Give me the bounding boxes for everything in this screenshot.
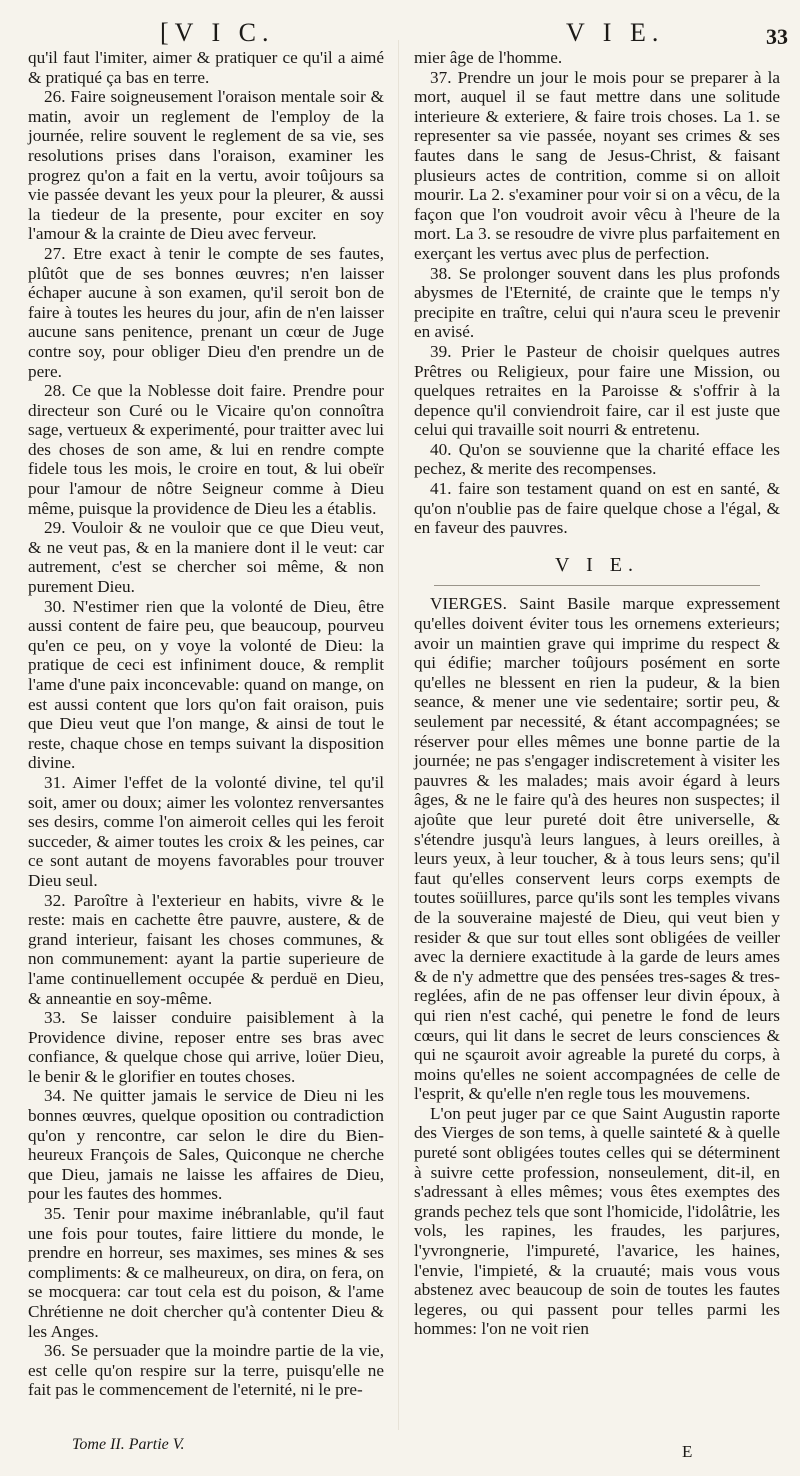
paragraph: 36. Se persuader que la moindre partie de la vie, est celle qu'on respire sur la terre, puisqu'elle ne fait pas le commencement de l'eternité, ni le pre- (28, 1341, 384, 1400)
paragraph: 29. Vouloir & ne vouloir que ce que Dieu veut, & ne veut pas, & en la maniere dont il le veut: car autrement, c'est se chercher soi même, & non purement Dieu. (28, 518, 384, 597)
footer-volume: Tome II. Partie V. (72, 1436, 185, 1453)
paragraph: L'on peut juger par ce que Saint Augustin raporte des Vierges de son tems, à quelle sainteté & à quelle pureté sont obligées toutes celles qui se déterminent à suivre cette profession, nonseulement, dit-il, en s'adressant à elles mêmes; vous êtes exemptes des grands pechez tels que sont l'homicide, l'idolâtrie, les vols, les rapines, les fraudes, les parjures, l'yvrongnerie, l'impureté, l'avarice, les haines, l'envie, l'impieté, & la cruauté; mais vous vous abstenez avec beaucoup de soin de toutes les fautes legeres, ou qui passent pour telles parmi les hommes: l'on ne voit rien (414, 1103, 780, 1339)
paragraph: 40. Qu'on se souvienne que la charité efface les pechez, & merite des recompenses. (414, 439, 780, 479)
paragraph: 37. Prendre un jour le mois pour se preparer à la mort, auquel il se faut mettre dans une solitude interieure & exteriere, & faire trois choses. La 1. se representer sa vie passée, noyant ses crimes & ses fautes dans le sang de Jesus-Christ, & faisant plusieurs actes de contrition, comme si on alloit mourir. La 2. s'examiner pour voir si on a vêcu, de la façon que l'on voudroit avoir vêcu à l'heure de la mort. La 3. se resoudre de vivre plus parfaitement en exerçant les vertus avec plus de perfection. (414, 67, 780, 263)
paragraph: 41. faire son testament quand on est en santé, & qu'on n'oublie pas de faire quelque chose a l'égal, & en faveur des pauvres. (414, 479, 780, 538)
paragraph: 28. Ce que la Noblesse doit faire. Prendre pour directeur son Curé ou le Vicaire qu'on connoîtra sage, vertueux & experimenté, pour traitter avec lui des choses de son ame, & lui en rendre compte fidele tous les mois, le croire en tout, & lui obeïr pour l'amour de nôtre Seigneur comme à Dieu même, puisque la providence de Dieu les a établis. (28, 381, 384, 518)
paragraph: 30. N'estimer rien que la volonté de Dieu, être aussi content de faire peu, que beaucoup, pourveu qu'en ce peu, on y voye la volonté de Dieu: la pratique de ceci est infiniment douce, & remplit l'ame d'une paix inconcevable: quand on mange, on est aussi content que lors qu'on fait oraison, puis que Dieu veut que l'on mange, & ainsi de tout le reste, chaque chose en temps suivant la disposition divine. (28, 596, 384, 773)
paragraph: 38. Se prolonger souvent dans les plus profonds abysmes de l'Eternité, de crainte que le temps n'y precipite en traître, celui qui n'aura sceu le prevenir en avisé. (414, 263, 780, 342)
paragraph: mier âge de l'homme. (414, 48, 563, 67)
right-column (414, 48, 780, 1339)
paragraph: 31. Aimer l'effet de la volonté divine, tel qu'il soit, amer ou doux; aimer les volontez renversantes ses desirs, comme l'on aimeroit celles qui les feroit succeder, & aimer toutes les croix & les peines, car ce sont autant de moyens favorables pour trouver Dieu seul. (28, 772, 384, 890)
paragraph: qu'il faut l'imiter, aimer & pratiquer ce qu'il a aimé & pratiqué ça bas en terre. (28, 48, 384, 87)
running-head-right: V I E. (566, 18, 665, 47)
paragraph: 32. Paroître à l'exterieur en habits, vivre & le reste: mais en cachette être pauvre, austere, & de grand interieur, faisant les choses communes, & non communement: ayant la partie superieure de l'ame continuellement occupée & perduë en Dieu, & anneantie en soy-même. (28, 890, 384, 1008)
paragraph: 35. Tenir pour maxime inébranlable, qu'il faut une fois pour toutes, faire littiere du monde, le prendre en horreur, ses maximes, ses mines & ses compliments: & ce malheureux, on dira, on fera, on se mocquera: car tout cela est du poison, & l'ame Chrétienne ne doit chercher qu'à contenter Dieu & les Anges. (28, 1204, 384, 1341)
left-column (28, 48, 384, 1400)
paragraph: 33. Se laisser conduire paisiblement à la Providence divine, reposer entre ses bras avec confiance, & quelque chose qui arrive, loüer Dieu, le benir & le glorifier en toutes choses. (28, 1008, 384, 1086)
paragraph: 39. Prier le Pasteur de choisir quelques autres Prêtres ou Religieux, pour faire une Mission, ou quelques retraites en la Paroisse & s'offrir à la depence qu'il conviendroit faire, car il est juste que celui qui travaille soit nourri & entretenu. (414, 341, 780, 440)
running-head-left: [V I C. (160, 18, 275, 47)
column-gutter (398, 40, 399, 1430)
paragraph: VIERGES. Saint Basile marque expressement qu'elles doivent éviter tous les ornemens exterieurs; avoir un maintien grave qui imprime du respect & qui édifie; marcher toûjours posément en sorte qu'elles ne blessent en rien la pudeur, & la bien seance, & mener une vie sedentaire; sortir peu, & seulement par necessité, & étant accompagnées; se réserver pour elles mêmes une bonne partie de la journée; ne pas s'engager indiscretement à visiter les pauvres & les malades; mais avoir égard à leurs âges, & ne le faire qu'à des heures non suspectes; il ajoûte que leur pureté doit être universelle, & s'étendre jusqu'à leurs langues, à leurs oreilles, à leurs yeux, à leur toucher, & à tous leurs sens; qu'il faut qu'elles conservent leurs corps exempts de toutes soüillures, parce qu'ils sont les temples vivans de la souveraine majesté de Dieu, qui veut bien y resider & que sur tout elles sont obligées de veiller avec la derniere exactitude à la garde de leurs ames & de n'y admettre que des pensées tres-sages & tres-reglées, afin de ne pas offenser leur divin époux, à qui rien n'est caché, qui penetre le fond de leurs cœurs, qui lit dans le secret de leurs consciences & qui ne sçauroit avoir agreable la pureté du corps, à moins qu'elles ne soient accompagnées de celle de l'esprit, & qu'elle n'en regle tous les mouvemens. (414, 594, 780, 1104)
paragraph: 26. Faire soigneusement l'oraison mentale soir & matin, avoir un reglement de l'employ de la journée, relire souvent le reglement de sa vie, ses resolutions prises dans l'oraison, examiner les progrez qu'on a fait en la vertu, avoir toûjours sa vie passée devant les yeux pour la pleurer, & aussi la tiedeur de la presente, pour exciter en soy l'amour & la crainte de Dieu avec ferveur. (28, 87, 384, 244)
signature-mark: E (682, 1442, 693, 1461)
page-number: 33 (766, 24, 788, 49)
section-title: V I E. (555, 553, 639, 576)
paragraph: 34. Ne quitter jamais le service de Dieu ni les bonnes œuvres, quelque oposition ou contradiction qu'on y rencontre, car selon le dire du Bien-heureux François de Sales, Quiconque ne cherche que Dieu, jamais ne laisse les affaires de Dieu, pour les fautes des hommes. (28, 1086, 384, 1204)
section-rule (434, 585, 760, 586)
paragraph: 27. Etre exact à tenir le compte de ses fautes, plûtôt que de ses bonnes œuvres; n'en laisser échaper aucune à son examen, qu'il seroit bon de faire à toutes les heures du jour, afin de n'en laisser aucune sans penitence, prenant un cœur de Juge contre soy, pour obliger Dieu d'en prendre un de pere. (28, 243, 384, 381)
